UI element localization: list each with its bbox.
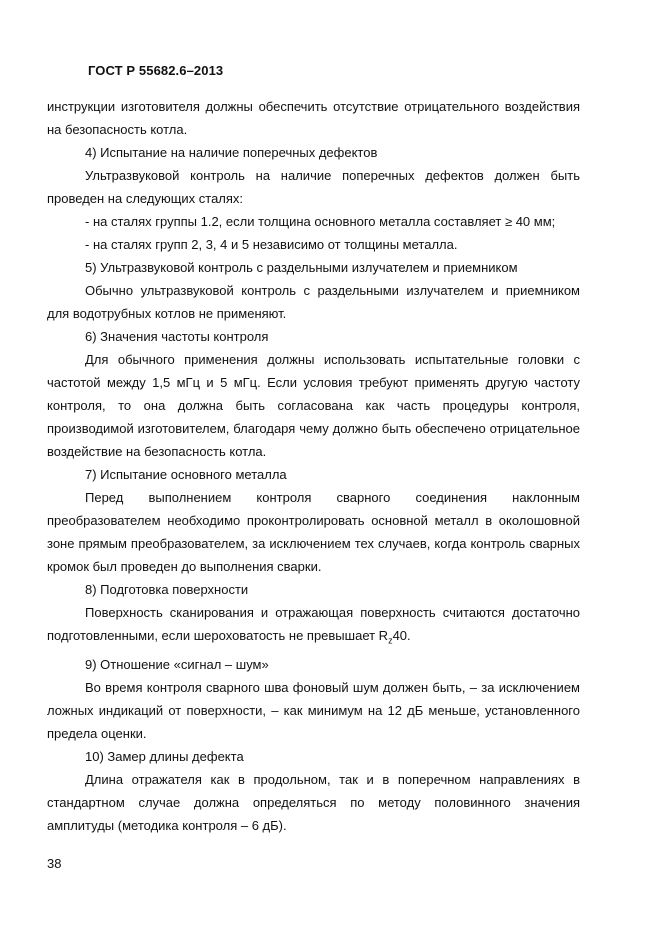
section-8-heading: 8) Подготовка поверхности xyxy=(85,582,249,597)
section-5-paragraph-line-2: для водотрубных котлов не применяют. xyxy=(47,306,287,321)
section-7-heading: 7) Испытание основного металла xyxy=(85,467,287,482)
continuation-line-1: инструкции изготовителя должны обеспечить отсутствие отрицательного воздействия xyxy=(47,99,580,114)
section-5-heading: 5) Ультразвуковой контроль с раздельными излучателем и приемником xyxy=(85,260,518,275)
section-10-paragraph: Длина отражателя как в продольном, так и в поперечном направлениях в стандартном случае должна определяться по методу половинного значения амплитуды (методика контроля – 6 дБ). xyxy=(47,771,580,833)
section-4-heading: 4) Испытание на наличие поперечных дефектов xyxy=(85,145,378,160)
section-4-bullet-2: - на сталях групп 2, 3, 4 и 5 независимо от толщины металла. xyxy=(85,237,458,252)
continuation-line-2: на безопасность котла. xyxy=(47,122,188,137)
page-number: 38 xyxy=(47,856,62,871)
section-6-heading: 6) Значения частоты контроля xyxy=(85,329,269,344)
section-10-heading: 10) Замер длины дефекта xyxy=(85,748,244,764)
section-9-paragraph: Во время контроля сварного шва фоновый шум должен быть, – за исключением ложных индикаций от поверхности, – как минимум на 12 дБ меньше, установленного предела оценки. xyxy=(47,679,580,741)
document-body xyxy=(47,95,580,837)
section-7-paragraph: Перед выполнением контроля сварного соединения наклонным преобразователем необходимо проконтролировать основной металл в околошовной зоне прямым преобразователем, за исключением тех случаев, когда контроль сварных кромок был проведен до выполнения сварки. xyxy=(47,490,580,574)
section-8-roughness-subscript: z xyxy=(388,635,393,646)
section-8-text-pre: подготовленными, если шероховатость не превышает R xyxy=(47,628,389,643)
section-9-heading: 9) Отношение «сигнал – шум» xyxy=(85,656,269,672)
section-8-paragraph-line-2 xyxy=(47,624,580,653)
section-4-paragraph-line-1: Ультразвуковой контроль на наличие поперечных дефектов должен быть xyxy=(85,168,580,183)
section-6-paragraph: Для обычного применения должны использовать испытательные головки с частотой между 1,5 мГц и 5 мГц. Если условия требуют применять другую частоту контроля, то она должна быть согласована как часть процедуры контроля, производимой изготовителем, благодаря чему должно быть обеспечено отрицательное воздействие на безопасность котла. xyxy=(47,352,580,459)
document-header: ГОСТ Р 55682.6–2013 xyxy=(88,63,224,78)
section-8-text-post: 40. xyxy=(392,628,411,643)
section-4-paragraph-line-2: проведен на следующих сталях: xyxy=(47,191,244,206)
section-4-bullet-1: - на сталях группы 1.2, если толщина основного металла составляет ≥ 40 мм; xyxy=(85,214,556,229)
section-5-paragraph-line-1: Обычно ультразвуковой контроль с раздельными излучателем и приемником xyxy=(85,283,580,298)
section-8-paragraph-line-1: Поверхность сканирования и отражающая поверхность считаются достаточно xyxy=(85,605,580,620)
